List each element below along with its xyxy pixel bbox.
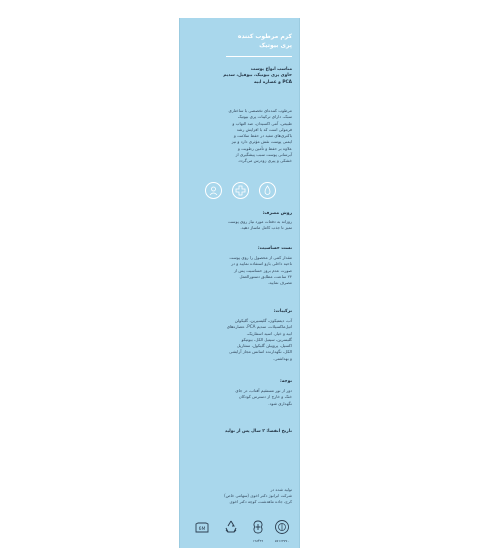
ingredients-heading: ترکیبات: bbox=[273, 309, 292, 314]
plus-icon bbox=[232, 182, 249, 199]
product-intro: مناسب انواع پوست حاوی پری بیوتیک، بیوفیل، سدیم PCA و عصاره ابیه bbox=[223, 67, 292, 85]
warning-text: دور از نور مستقیم آفتاب، در جای خنک و خارج از دسترس کودکان نگهداری شود. bbox=[235, 388, 292, 406]
product-title: کرم مرطوب کننده پری بیوتیک bbox=[237, 33, 292, 49]
pao-label: 6M bbox=[198, 527, 206, 532]
expiry-text: تاریخ انقضا: ۳ سال پس از تولید bbox=[224, 429, 292, 434]
usage-text: روزانه به دفعات مورد نیاز روی پوست تمیز تا جذب کامل ماساژ دهید. bbox=[228, 219, 292, 231]
product-box bbox=[179, 18, 300, 548]
health-logo-icon bbox=[250, 519, 266, 535]
period-after-opening-icon bbox=[194, 519, 210, 535]
sensitivity-text: مقدار کمی از محصول را روی پوست ناحیه داخلی بازو استفاده نمایید و در صورت عدم بروز حساسیت پس از ۲۴ ساعت، مطابق دستورالعمل مصرف نمایید. bbox=[229, 255, 292, 286]
recycle-icon bbox=[223, 519, 239, 535]
drop-icon bbox=[259, 182, 276, 199]
ingredients-text: آب، دیمتیکون، گلیسیرین، گلیکولن اتیل‌ماکسیلات، سدیم PCA، عصاره‌های ابیه و خیار، اسید استئاریک، گلیسرین، سیتیل الکل، بیوتیکو اکسیل، پروپیلن گلیکول، ستئاریل الکل، نگهدارنده اسانس مجاز آرایشی و بهداشتی. bbox=[226, 318, 292, 361]
usage-heading: روش مصرف: bbox=[262, 211, 292, 216]
warning-heading: توجه: bbox=[280, 379, 292, 384]
title-divider bbox=[226, 56, 292, 57]
health-code: ۱۲۸۴۳۶ bbox=[252, 539, 264, 543]
skin-care-icon bbox=[205, 182, 222, 199]
certification-seal-icon bbox=[274, 519, 290, 535]
sensitivity-heading: تست حساسیت: bbox=[257, 246, 292, 251]
feature-icons bbox=[205, 182, 275, 200]
producer-info: تولید شده در شرکت ابرانوژ دکتر اخوی (سهامی خاص) کرج، جاده ماهدشت، کوچه دکتر اخوی bbox=[224, 487, 292, 504]
seal-code: ۵۷۱۶۳۷۷۰ bbox=[274, 539, 290, 543]
product-description: مرطوب کننده‌ای تخصصی با ساختاری سبک، دارای ترکیبات پری بیوتیک طبیعی، آنتی اکسیدان، ضد التهاب و فرمولی است که با افزایش رشد باکتری‌های مفید در حفظ سلامت و ایمنی پوست نقش مؤثری دارد و نیز علاوه بر حفظ و تأمین رطوبت و آبرسانی پوست سبب پیشگیری از خشکی و پیری زودرس می‌گردد. bbox=[228, 108, 292, 164]
